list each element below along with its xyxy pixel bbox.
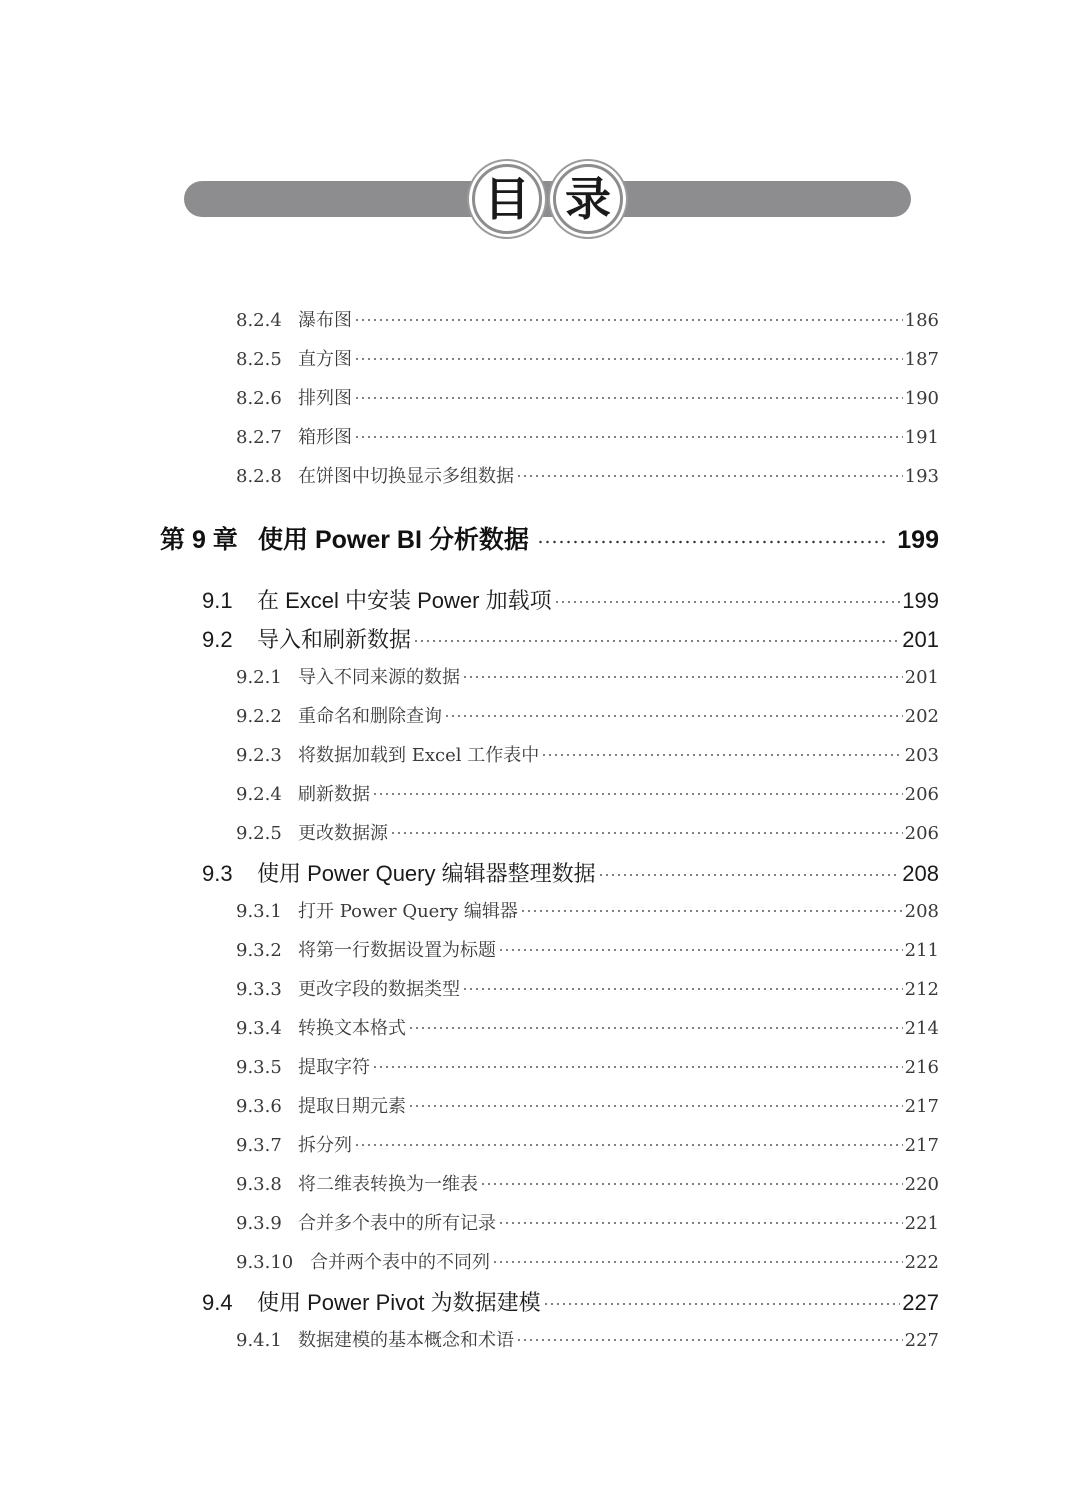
section-number: 9.1	[202, 588, 233, 613]
entry-title: 排列图	[298, 388, 352, 409]
dot-leader	[480, 1182, 903, 1186]
section-title: 导入和刷新数据	[257, 627, 412, 652]
toc-entry[interactable]	[236, 462, 939, 488]
entry-title: 瀑布图	[298, 310, 352, 331]
entry-title: 重命名和删除查询	[298, 706, 442, 727]
header-bar	[184, 181, 911, 217]
entry-number: 9.3.1	[236, 901, 282, 922]
dot-leader	[498, 1221, 903, 1225]
dot-leader	[354, 357, 903, 361]
toc-entry[interactable]	[236, 1248, 939, 1274]
entry-number: 9.3.2	[236, 940, 282, 961]
entry-title: 将第一行数据设置为标题	[298, 940, 496, 961]
toc-chapter-entry[interactable]	[160, 520, 939, 556]
dot-leader	[413, 639, 900, 643]
entry-page: 221	[904, 1213, 939, 1234]
entry-page: 217	[904, 1096, 939, 1117]
entry-page: 201	[904, 667, 939, 688]
entry-title: 在饼图中切换显示多组数据	[298, 466, 514, 487]
dot-leader	[516, 474, 903, 478]
dot-leader	[354, 435, 903, 439]
section-number: 9.4	[202, 1290, 233, 1315]
entry-page: 191	[904, 427, 939, 448]
dot-leader	[354, 318, 903, 322]
toc-entry[interactable]	[236, 306, 939, 332]
entry-number: 8.2.7	[236, 427, 282, 448]
dot-leader	[537, 540, 889, 544]
entry-title: 刷新数据	[298, 784, 370, 805]
entry-title: 转换文本格式	[298, 1018, 406, 1039]
toc-header-banner	[0, 0, 1080, 260]
section-title: 使用 Power Pivot 为数据建模	[257, 1290, 541, 1315]
toc-entry[interactable]	[236, 1326, 939, 1352]
entry-number: 9.2.3	[236, 745, 282, 766]
dot-leader	[543, 1302, 901, 1306]
entry-title: 打开 Power Query 编辑器	[298, 901, 518, 922]
section-number: 9.3	[202, 861, 233, 886]
entry-page: 186	[904, 310, 939, 331]
entry-title: 将二维表转换为一维表	[298, 1174, 478, 1195]
entry-number: 8.2.4	[236, 310, 282, 331]
entry-page: 203	[904, 745, 939, 766]
toc-section-entry[interactable]	[202, 584, 939, 615]
entry-number: 8.2.5	[236, 349, 282, 370]
chapter-page: 199	[897, 526, 939, 554]
entry-number: 9.3.5	[236, 1057, 282, 1078]
dot-leader	[462, 675, 903, 679]
section-page: 227	[902, 1290, 939, 1315]
entry-title: 合并多个表中的所有记录	[298, 1213, 496, 1234]
section-page: 208	[902, 861, 939, 886]
entry-number: 8.2.6	[236, 388, 282, 409]
entry-number: 9.3.9	[236, 1213, 282, 1234]
dot-leader	[598, 873, 901, 877]
toc-entry[interactable]	[236, 384, 939, 410]
dot-leader	[498, 948, 903, 952]
entry-page: 211	[904, 940, 939, 961]
dot-leader	[462, 987, 903, 991]
entry-title: 合并两个表中的不同列	[310, 1252, 490, 1273]
entry-number: 9.4.1	[236, 1330, 282, 1351]
entry-page: 202	[904, 706, 939, 727]
entry-title: 导入不同来源的数据	[298, 667, 460, 688]
entry-title: 更改数据源	[298, 823, 388, 844]
entry-title: 将数据加载到 Excel 工作表中	[298, 745, 540, 766]
toc-entry[interactable]	[236, 1131, 939, 1157]
toc-entry[interactable]	[236, 1014, 939, 1040]
toc-section-entry[interactable]	[202, 1286, 939, 1317]
toc-section-entry[interactable]	[202, 857, 939, 888]
section-page: 199	[902, 588, 939, 613]
toc-entry[interactable]	[236, 936, 939, 962]
entry-page: 193	[904, 466, 939, 487]
section-title: 使用 Power Query 编辑器整理数据	[257, 861, 596, 886]
dot-leader	[541, 753, 902, 757]
entry-number: 9.3.7	[236, 1135, 282, 1156]
entry-number: 9.3.6	[236, 1096, 282, 1117]
entry-title: 数据建模的基本概念和术语	[298, 1330, 514, 1351]
dot-leader	[520, 909, 903, 913]
header-char-mu: 目	[472, 164, 542, 234]
dot-leader	[408, 1026, 903, 1030]
toc-entry[interactable]	[236, 819, 939, 845]
entry-number: 8.2.8	[236, 466, 282, 487]
entry-number: 9.3.3	[236, 979, 282, 1000]
toc-entry[interactable]	[236, 975, 939, 1001]
entry-title: 箱形图	[298, 427, 352, 448]
entry-number: 9.3.8	[236, 1174, 282, 1195]
dot-leader	[372, 1065, 903, 1069]
toc-entry[interactable]	[236, 1092, 939, 1118]
toc-entry[interactable]	[236, 663, 939, 689]
toc-entry[interactable]	[236, 345, 939, 371]
toc-entry[interactable]	[236, 1170, 939, 1196]
entry-number: 9.3.4	[236, 1018, 282, 1039]
entry-page: 217	[904, 1135, 939, 1156]
section-title: 在 Excel 中安装 Power 加载项	[257, 588, 552, 613]
section-page: 201	[902, 627, 939, 652]
entry-page: 212	[904, 979, 939, 1000]
entry-number: 9.2.1	[236, 667, 282, 688]
toc-entry[interactable]	[236, 423, 939, 449]
toc-entry[interactable]	[236, 741, 939, 767]
entry-title: 更改字段的数据类型	[298, 979, 460, 1000]
dot-leader	[444, 714, 903, 718]
entry-page: 227	[904, 1330, 939, 1351]
entry-page: 220	[904, 1174, 939, 1195]
entry-page: 187	[904, 349, 939, 370]
toc-entry[interactable]	[236, 897, 939, 923]
dot-leader	[372, 792, 903, 796]
toc-entry[interactable]	[236, 1053, 939, 1079]
entry-title: 直方图	[298, 349, 352, 370]
entry-page: 222	[904, 1252, 939, 1273]
entry-page: 190	[904, 388, 939, 409]
toc-entry[interactable]	[236, 702, 939, 728]
dot-leader	[354, 1143, 903, 1147]
entry-page: 206	[904, 823, 939, 844]
entry-title: 提取日期元素	[298, 1096, 406, 1117]
chapter-title: 使用 Power BI 分析数据	[258, 526, 529, 554]
entry-title: 提取字符	[298, 1057, 370, 1078]
entry-page: 206	[904, 784, 939, 805]
toc-entry[interactable]	[236, 780, 939, 806]
entry-number: 9.3.10	[236, 1252, 294, 1273]
entry-number: 9.2.2	[236, 706, 282, 727]
header-char-lu: 录	[553, 164, 623, 234]
dot-leader	[492, 1260, 903, 1264]
toc-section-entry[interactable]	[202, 623, 939, 654]
entry-page: 208	[904, 901, 939, 922]
toc-entry[interactable]	[236, 1209, 939, 1235]
entry-page: 214	[904, 1018, 939, 1039]
dot-leader	[408, 1104, 903, 1108]
dot-leader	[390, 831, 903, 835]
dot-leader	[354, 396, 903, 400]
section-number: 9.2	[202, 627, 233, 652]
entry-number: 9.2.4	[236, 784, 282, 805]
dot-leader	[554, 600, 901, 604]
entry-title: 拆分列	[298, 1135, 352, 1156]
entry-page: 216	[904, 1057, 939, 1078]
entry-number: 9.2.5	[236, 823, 282, 844]
dot-leader	[516, 1338, 903, 1342]
chapter-number: 第 9 章	[160, 526, 238, 554]
